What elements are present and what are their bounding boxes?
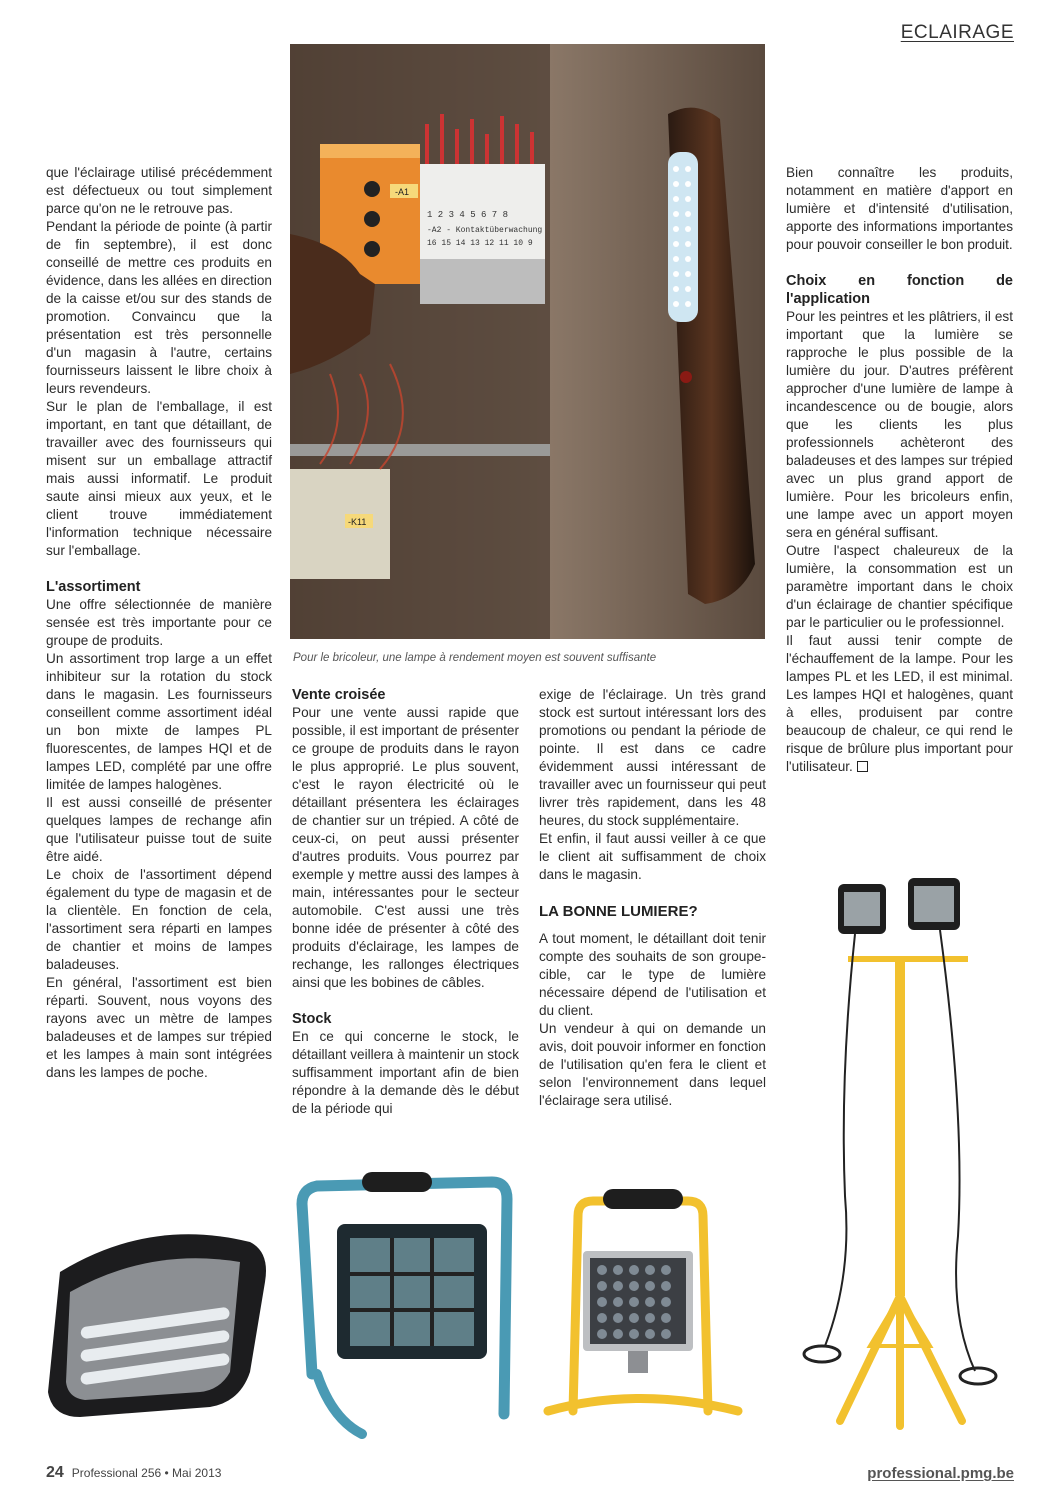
paragraph: Pendant la période de pointe (à partir de fin septembre), il est donc conseillé de mettre ces produits en évidence, dans les allées en direction de la caisse et/ou sur des stands de promotion. Convaincu que la présentation est très personnelle d'un magasin à l'autre, certains fournisseurs laissent le libre choix à leurs revendeurs. — [46, 219, 272, 396]
paragraph: A tout moment, le détaillant doit tenir compte des souhaits de son groupe-cible, car le type de lumière nécessaire dépend de l'utilisation et du client. — [539, 931, 766, 1018]
text-column-4 — [786, 164, 1013, 776]
paragraph: Et enfin, il faut aussi veiller à ce que le client ait suffisamment de choix dans le magasin. — [539, 831, 766, 882]
footer-issue — [46, 1464, 221, 1482]
fluorescent-work-lamp-image — [40, 1222, 270, 1422]
heading-choix-application: Choix en fonction de l'application — [786, 273, 1013, 307]
halogen-caged-lamp-image — [292, 1164, 522, 1439]
paragraph: Sur le plan de l'emballage, il est important, en tant que détaillant, de travailler avec des fournisseurs qui misent sur un emballage attractif mais aussi informatif. Le produit saute ainsi mieux aux yeux, et le client trouve immédiatement l'information technique nécessaire sur l'emballage. — [46, 399, 272, 558]
paragraph: Il est aussi conseillé de présenter quelques lampes de rechange afin que l'utilisateur puisse tout de suite être aidé. — [46, 795, 272, 864]
paragraph: Pour une vente aussi rapide que possible, il est important de présenter ce groupe de produits dans le rayon le plus approprié. Le plus souvent, c'est le rayon électricité où le détaillant présentera les éclairages de chantier sur un trépied. A côté de ceux-ci, on peut aussi présenter d'autres produits. Vous pourrez par exemple y mettre aussi des lampes à main, intéressantes pour le secteur automobile. C'est aussi une très bonne idée de présenter à côté des produits d'éclairage, les lampes de rechange, les rallonges électriques ainsi que les bobines de câbles. — [292, 705, 519, 990]
paragraph: Une offre sélectionnée de manière sensée est très importante pour ce groupe de produits. — [46, 597, 272, 648]
paragraph: Pour les peintres et les plâtriers, il est important que la lumière se rapproche le plus possible de la lumière du jour. D'autres préfèrent approcher d'une lumière de lampe à incandescence ou de bougie, alors que les clients les plus professionnels achèteront des baladeuses et des lampes sur trépied avec un plus grand apport de lumière. Pour les bricoleurs enfin, une lampe avec un apport moyen sera en général suffisant. — [786, 309, 1013, 540]
paragraph: En général, l'assortiment est bien réparti. Souvent, nous voyons des rayons avec un mètre de lampes baladeuses et de lampes sur trépied et les lampes à main sont intégrées dans les lampes de poche. — [46, 975, 272, 1080]
heading-vente-croisee: Vente croisée — [292, 687, 386, 703]
panel-label-a2: -A2 - Kontaktüberwachung — [427, 226, 543, 235]
paragraph: Outre l'aspect chaleureux de la lumière, la consommation est un paramètre important dans le choix d'un éclairage de chantier spécifique par le particulier ou le professionnel. — [786, 543, 1013, 630]
electrical-panel-illustration — [290, 44, 765, 639]
section-tag: ECLAIRAGE — [900, 22, 1014, 43]
paragraph: Le choix de l'assortiment dépend également du type de magasin et de la clientèle. En fonction de cela, l'assortiment sera réparti en lampes de chantier et moins de lampes baladeuses. — [46, 867, 272, 972]
footer-website-link[interactable]: professional.pmg.be — [867, 1465, 1014, 1482]
paragraph: Bien connaître les produits, notamment en matière d'apport en lumière et d'intensité d'utilisation, apporte des informations importantes pour pouvoir conseiller le bon produit. — [786, 165, 1013, 252]
panel-label-k11: -K11 — [348, 517, 367, 527]
paragraph-text: Il faut aussi tenir compte de l'échauffement de la lampe. Pour les lampes PL et les LED, il est minimal. Les lampes HQI et halogènes, quant à elles, produisent par contre beaucoup de chaleur, ce qui rend le risque de brûlure plus important pour l'utilisateur. — [786, 633, 1013, 774]
paragraph: que l'éclairage utilisé précédemment est défectueux ou tout simplement parce qu'on ne le retrouve pas. — [46, 165, 272, 216]
led-floodlight-lamp-image — [538, 1186, 748, 1431]
heading-assortiment: L'assortiment — [46, 579, 141, 595]
heading-stock: Stock — [292, 1011, 332, 1027]
panel-row-top: 1 2 3 4 5 6 7 8 — [427, 210, 509, 220]
text-column-2 — [292, 686, 519, 1118]
hero-photo — [290, 44, 765, 639]
tripod-twin-halogen-lamp-image — [800, 876, 1022, 1431]
photo-caption: Pour le bricoleur, une lampe à rendement moyen est souvent suffisante — [293, 652, 657, 664]
paragraph: exige de l'éclairage. Un très grand stock est surtout intéressant lors des promotions ou pendant la période de pointe. Il est dans ce cadre évidemment aussi intéressant de travailler avec un fournisseur qui peut livrer très rapidement, dans les 48 heures, du stock supplémentaire. — [539, 687, 766, 828]
paragraph: Un assortiment trop large a un effet inhibiteur sur la rotation du stock dans le magasin. Les fournisseurs conseillent comme assortiment idéal un bon mixte de lampes PL fluorescentes, de lampes HQI et de lampes LED, complété par une offre limitée de lampes halogènes. — [46, 651, 272, 792]
paragraph — [786, 632, 1013, 776]
page-number: 24 — [46, 1464, 64, 1481]
panel-label-a1: -A1 — [395, 187, 410, 197]
issue-info: Professional 256 • Mai 2013 — [71, 1466, 222, 1480]
end-of-article-box-icon — [857, 761, 868, 772]
text-column-3 — [539, 686, 766, 1110]
paragraph: En ce qui concerne le stock, le détaillant veillera à maintenir un stock suffisamment important afin de bien répondre à la demande dès le début de la période qui — [292, 1029, 519, 1116]
paragraph: Un vendeur à qui on demande un avis, doit pouvoir informer en fonction de l'utilisation qu'en fera le client et selon l'environnement dans lequel l'éclairage sera utilisé. — [539, 1021, 766, 1108]
heading-bonne-lumiere: LA BONNE LUMIERE? — [539, 903, 698, 920]
panel-row-bot: 16 15 14 13 12 11 10 9 — [427, 239, 533, 248]
text-column-1 — [46, 164, 272, 1082]
